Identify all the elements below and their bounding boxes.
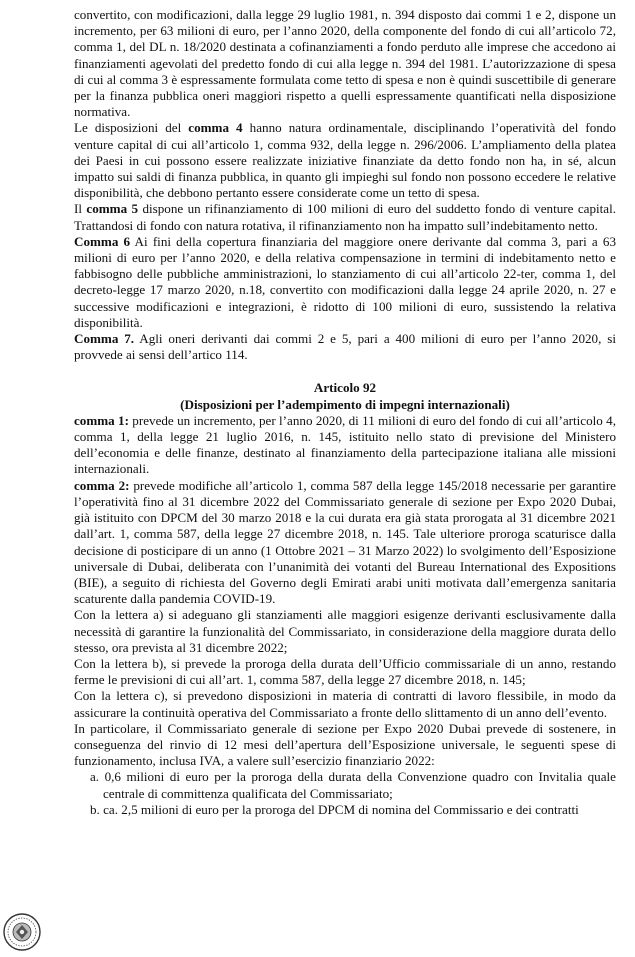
bold-term: comma 1:	[74, 412, 129, 428]
paragraph: Comma 7. Agli oneri derivanti dai commi 2 e 5, pari a 400 milioni di euro per l’anno 2020, si provvede ai sensi dell’artico 114.	[74, 331, 616, 363]
article-title: Articolo 92	[313, 380, 377, 396]
paragraph: Con la lettera c), si prevedono disposizioni in materia di contratti di lavoro flessibile, in modo da assicurare la continuità operativa del Commissariato a fronte dello slittamento di un anno dell’evento.	[74, 688, 616, 720]
bold-term: Comma 7.	[74, 331, 135, 347]
seal-stamp-icon	[2, 912, 42, 952]
article-subtitle: (Disposizioni per l’adempimento di impegni internazionali)	[180, 396, 510, 412]
document-body	[74, 7, 616, 818]
list-item: b. ca. 2,5 milioni di euro per la proroga del DPCM di nomina del Commissario e dei contratti	[90, 801, 579, 817]
paragraph: Comma 6 Ai fini della copertura finanziaria del maggiore onere derivante dal comma 3, pari a 63 milioni di euro per l’anno 2020, e della relativa compensazione in termini di indebitamento netto e fabbisogno delle pubbliche amministrazioni, lo stanziamento di cui all’articolo 22-ter, comma 1, del decreto-legge 17 marzo 2020, n.18, convertito con modificazioni dalla legge 24 aprile 2020, n. 27 e successive modificazioni e integrazioni, è ridotto di 100 milioni di euro, sussistendo la relativa disponibilità.	[74, 233, 616, 330]
paragraph: Il comma 5 dispone un rifinanziamento di 100 milioni di euro del suddetto fondo di venture capital. Trattandosi di fondo con natura rotativa, il rifinanziamento non ha impatto sull’indebitamento netto.	[74, 201, 616, 233]
bold-term: comma 2:	[74, 477, 130, 493]
paragraph: comma 2: prevede modifiche all’articolo 1, comma 587 della legge 145/2018 necessarie per garantire l’operatività fino al 31 dicembre 2022 del Commissariato generale di sezione per Expo 2020 Dubai, già istituito con DPCM del 30 marzo 2018 e la cui durata era già stata prorogata al 31 dicembre 2021 dall’art. 1, comma 587, della legge 27 dicembre 2018, n. 145. Tale ulteriore proroga scaturisce dalla decisione di posticipare di un anno (1 Ottobre 2021 – 31 Marzo 2022) lo svolgimento dell’Esposizione universale di Dubai, deliberata con l’unanimità dei votanti del Bureau International des Expositions (BIE), a seguito di richiesta del Governo degli Emirati arabi uniti motivata dall’emergenza sanitaria scaturente dalla pandemia COVID-19.	[74, 477, 616, 607]
paragraph: convertito, con modificazioni, dalla legge 29 luglio 1981, n. 394 disposto dai commi 1 e 2, dispone un incremento, per 63 milioni di euro, per l’anno 2020, della componente del fondo di cui all’articolo 72, comma 1, del DL n. 18/2020 destinata a cofinanziamenti a fondo perduto alle imprese che accedono ai finanziamenti agevolati del predetto fondo di cui alla legge n. 394 del 1981. L’autorizzazione di spesa di cui al comma 3 è espressamente formulata come tetto di spesa e non è quindi suscettibile di generare per la finanza pubblica oneri maggiori rispetto a quelli espressamente quantificati nella disposizione normativa.	[74, 7, 616, 120]
paragraph: Con la lettera b), si prevede la proroga della durata dell’Ufficio commissariale di un anno, restando ferme le previsioni di cui all’art. 1, comma 587, della legge 27 dicembre 2018, n. 145;	[74, 655, 616, 688]
bold-term: Comma 6	[74, 233, 131, 249]
paragraph: In particolare, il Commissariato generale di sezione per Expo 2020 Dubai prevede di sostenere, in conseguenza del rinvio di 12 mesi dell’apertura dell’Esposizione universale, le seguenti spese di funzionamento, inclusa IVA, a valere sull’esercizio finanziario 2022:	[74, 720, 616, 769]
bold-term: comma 5	[86, 201, 139, 217]
paragraph: Le disposizioni del comma 4 hanno natura ordinamentale, disciplinando l’operatività del fondo venture capital di cui all’articolo 1, comma 932, della legge n. 296/2006. L’ampliamento della platea dei Paesi in cui possono essere realizzate iniziative finanziate da detto fondo non ha, in sé, alcun impatto sui saldi di finanza pubblica, in quanto gli impieghi sul fondo non possono eccedere le relative disponibilità, che debbono pertanto essere considerate come un tetto di spesa.	[74, 120, 616, 201]
list-item: a. 0,6 milioni di euro per la proroga della durata della Convenzione quadro con Invitalia quale centrale di committenza qualificata del Commissariato;	[90, 769, 616, 801]
bold-term: comma 4	[188, 120, 243, 136]
paragraph: Con la lettera a) si adeguano gli stanziamenti alle maggiori esigenze derivanti esclusivamente dalla necessità di garantire la funzionalità del Commissariato, in considerazione della maggiore durata dello stesso, ora prevista al 31 dicembre 2022;	[74, 607, 616, 655]
paragraph: comma 1: prevede un incremento, per l’anno 2020, di 11 milioni di euro del fondo di cui all’articolo 4, comma 1, della legge 21 luglio 2016, n. 145, istituito nello stato di previsione del Ministero dell’economia e delle finanze, destinato al finanziamento della partecipazione italiana alle missioni internazionali.	[74, 412, 616, 477]
